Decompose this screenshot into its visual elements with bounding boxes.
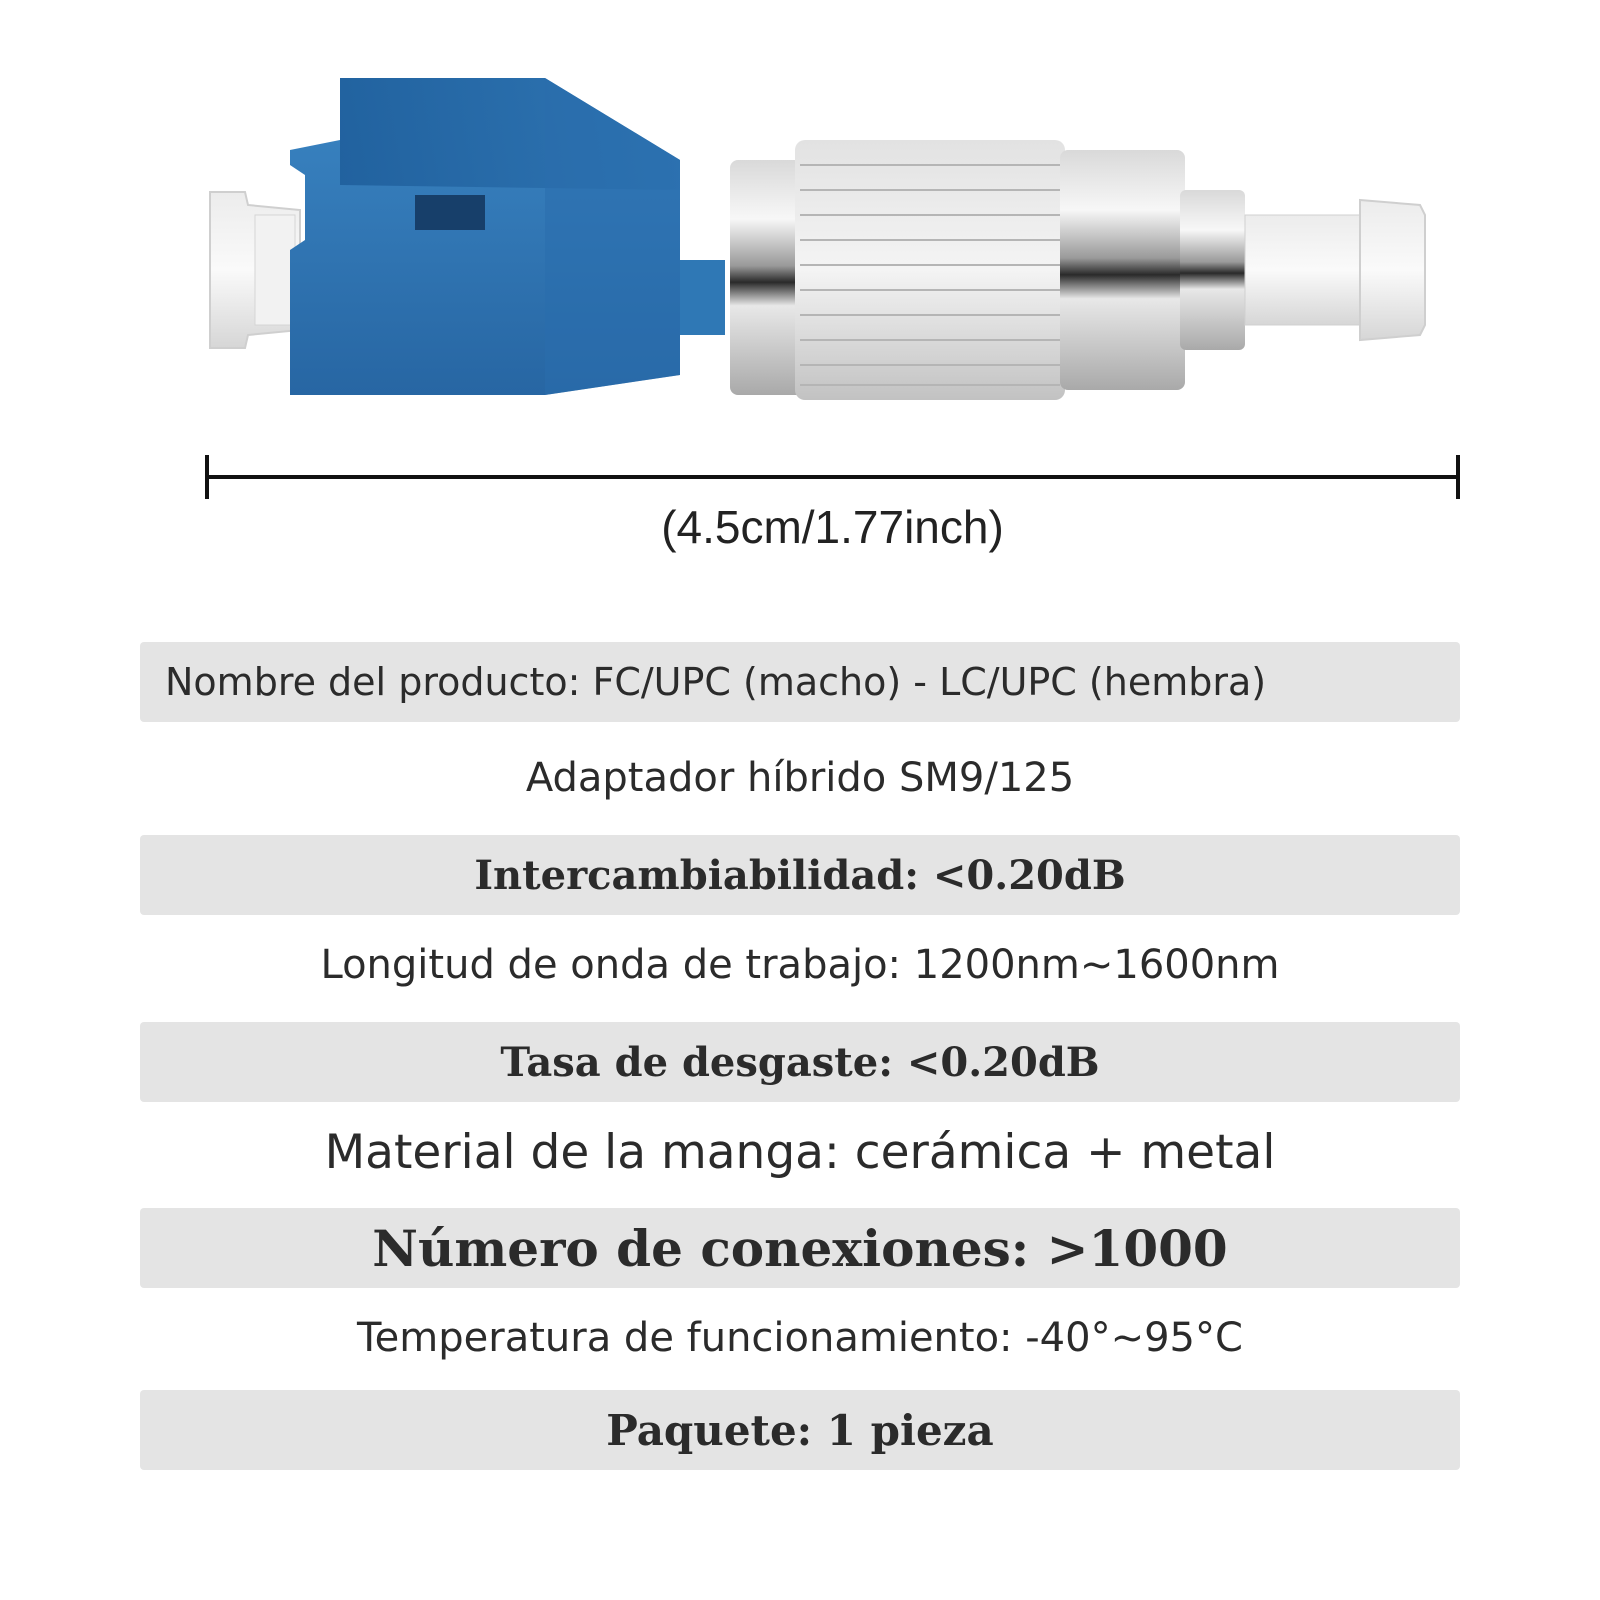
dimension-indicator xyxy=(200,450,1465,560)
spec-row-wavelength xyxy=(140,925,1460,1005)
spec-text: Tasa de desgaste: <0.20dB xyxy=(500,1038,1100,1086)
dimension-line xyxy=(206,475,1459,479)
spec-text: Nombre del producto: FC/UPC (macho) - LC/UPC (hembra) xyxy=(165,660,1267,704)
lc-connector-body xyxy=(290,78,725,395)
fiber-adapter-illustration xyxy=(0,0,1600,430)
spec-row-interchangeability xyxy=(140,835,1460,915)
spec-row-operating-temperature xyxy=(140,1298,1460,1378)
spec-text: Paquete: 1 pieza xyxy=(606,1405,994,1455)
spec-text: Número de conexiones: >1000 xyxy=(372,1218,1228,1278)
spec-row-package xyxy=(140,1390,1460,1470)
spec-text: Intercambiabilidad: <0.20dB xyxy=(474,851,1126,899)
spec-text: Material de la manga: cerámica + metal xyxy=(324,1124,1276,1180)
dimension-label: (4.5cm/1.77inch) xyxy=(661,501,1004,553)
spec-row-adapter-type xyxy=(140,738,1460,818)
spec-row-sleeve-material xyxy=(140,1112,1460,1192)
right-dust-cap xyxy=(1245,200,1425,340)
spec-row-product-name xyxy=(140,642,1460,722)
spec-text: Longitud de onda de trabajo: 1200nm~1600nm xyxy=(320,942,1280,988)
dimension-right-tick xyxy=(1456,455,1460,499)
spec-row-wear-rate xyxy=(140,1022,1460,1102)
spec-text: Temperatura de funcionamiento: -40°~95°C xyxy=(357,1315,1243,1361)
spec-text: Adaptador híbrido SM9/125 xyxy=(525,755,1075,801)
fc-connector-body xyxy=(730,140,1245,400)
left-dust-cap xyxy=(210,192,300,348)
spec-row-connections xyxy=(140,1208,1460,1288)
